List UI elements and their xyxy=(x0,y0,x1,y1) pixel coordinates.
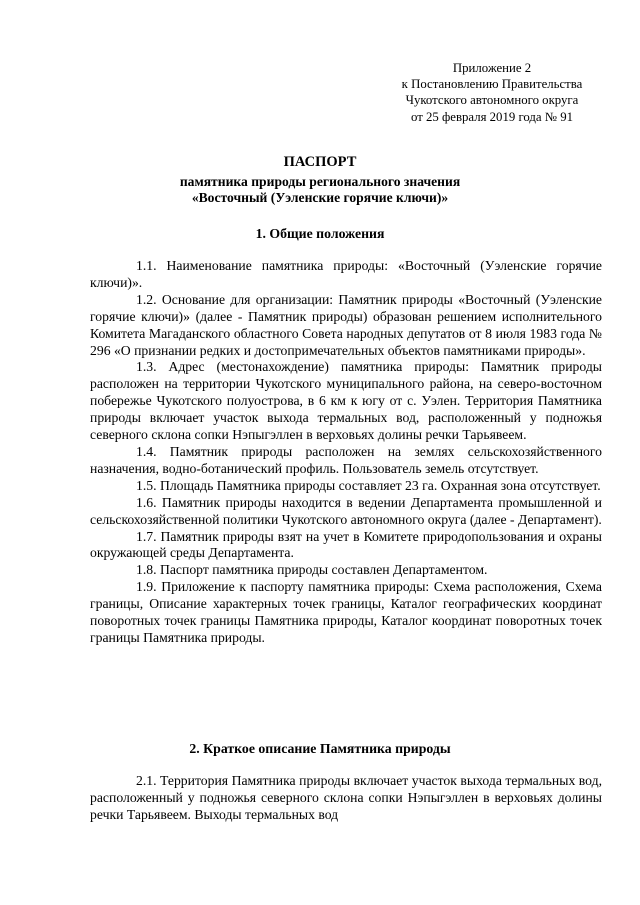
appendix-line-3: Чукотского автономного округа xyxy=(405,93,579,108)
appendix-block xyxy=(372,60,612,125)
section-1-heading: 1. Общие положения xyxy=(255,226,385,241)
appendix-line-2: к Постановлению Правительства xyxy=(401,77,583,92)
paragraph-1-4: 1.4. Памятник природы расположен на землях сельскохозяйственного назначения, водно-ботанический профиль. Пользователь земель отсутствует. xyxy=(90,443,602,476)
paragraph-1-1: 1.1. Наименование памятника природы: «Восточный (Уэленские горячие ключи)». xyxy=(90,258,602,290)
paragraph-1-6: 1.6. Памятник природы находится в ведении Департамента промышленной и сельскохозяйственной политики Чукотского автономного округа (далее - Департамент). xyxy=(90,494,602,527)
paragraph-1-8: 1.8. Паспорт памятника природы составлен Департаментом. xyxy=(136,562,488,578)
section-1-body xyxy=(90,258,602,647)
document-title: ПАСПОРТ xyxy=(283,154,357,170)
paragraph-1-3: 1.3. Адрес (местонахождение) памятника природы: Памятник природы расположен на территории Чукотского муниципального района, на северо-восточном побережье Чукотского полуострова, в 6 км к югу от с. Уэлен. Территория Памятника природы включает участок выхода термальных вод, расположенный у подножья северного склона сопки Нэпыгэллен в верховьях долины речки Тарьявеем. xyxy=(90,359,602,443)
paragraph-1-5: 1.5. Площадь Памятника природы составляет 23 га. Охранная зона отсутствует. xyxy=(136,477,601,493)
section-2-body xyxy=(90,773,602,824)
section-2-heading: 2. Краткое описание Памятника природы xyxy=(189,741,451,756)
appendix-line-4: от 25 февраля 2019 года № 91 xyxy=(410,109,574,124)
document-subtitle-2: «Восточный (Уэленские горячие ключи)» xyxy=(191,190,449,205)
paragraph-1-9: 1.9. Приложение к паспорту памятника природы: Схема расположения, Схема границы, Описание характерных точек границы, Каталог географических координат поворотных точек границы Памятника природы, Каталог координат поворотных точек границы Памятника природы. xyxy=(90,579,602,645)
document-subtitle-1: памятника природы регионального значения xyxy=(179,174,461,189)
appendix-line-1: Приложение 2 xyxy=(452,61,532,75)
paragraph-1-7: 1.7. Памятник природы взят на учет в Комитете природопользования и охраны окружающей среды Департамента. xyxy=(90,528,602,561)
paragraph-2-1: 2.1. Территория Памятника природы включает участок выхода термальных вод, расположенный у подножья северного склона сопки Нэпыгэллен в верховьях долины речки Тарьявеем. Выходы термальных вод xyxy=(90,773,602,822)
paragraph-1-2: 1.2. Основание для организации: Памятник природы «Восточный (Уэленские горячие ключи)» (далее - Памятник природы) образован решением исполнительного Комитета Магаданского областного Совета народных депутатов от 8 июля 1983 года № 296 «О признании редких и достопримечательных объектов памятниками природы». xyxy=(90,291,602,358)
